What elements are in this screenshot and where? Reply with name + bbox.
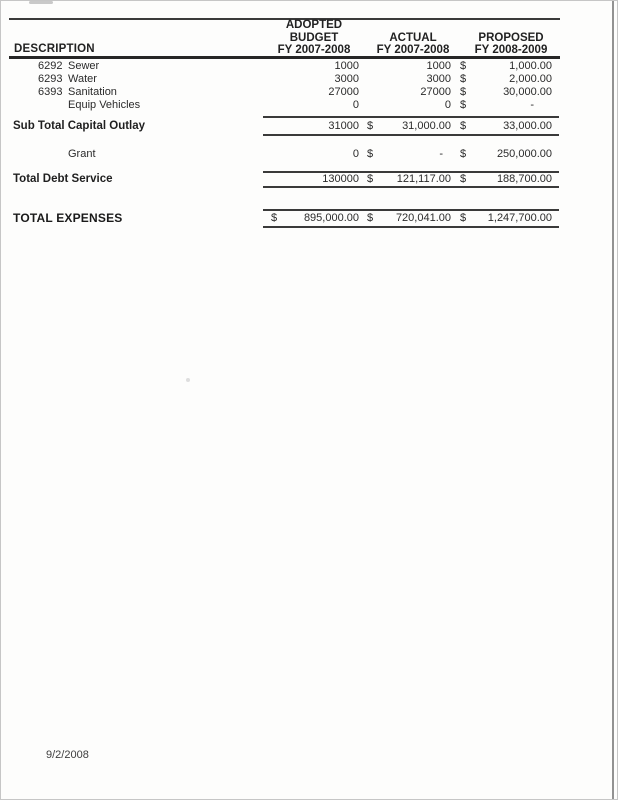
subtotal-label: Sub Total Capital Outlay [13,120,146,132]
proposed-column-header-line2: FY 2008-2009 [474,44,548,56]
adopted-value: 895,000.00 [303,212,359,224]
proposed-value: 250,000.00 [496,148,552,160]
header-bottom-rule [9,56,560,59]
actual-value: - [439,148,443,160]
debt-service-bottom-rule [263,186,559,188]
actual-value: 3000 [426,73,451,85]
adopted-value: 3000 [334,73,359,85]
scan-artifact-dot [186,378,190,382]
account-label: Sanitation [68,86,117,98]
adopted-value: 130000 [322,173,359,185]
account-code: 6292 [38,60,63,72]
account-label: Grant [68,148,96,160]
account-label: Water [68,73,97,85]
table-row-sanitation [1,86,618,99]
total-expenses-top-rule [263,209,559,211]
adopted-value: 0 [352,99,359,111]
dollar-sign: $ [460,173,467,185]
dollar-sign: $ [460,148,467,160]
debt-service-label: Total Debt Service [13,173,113,185]
table-row-sewer [1,60,618,73]
table-row-water [1,73,618,86]
table-row-equip-vehicles [1,99,618,112]
proposed-value: 2,000.00 [509,73,552,85]
subtotal-bottom-rule [263,134,559,136]
table-row-total-debt-service [1,173,618,186]
description-column-header: DESCRIPTION [14,43,95,55]
dollar-sign: $ [460,86,467,98]
actual-value: 720,041.00 [395,212,451,224]
actual-column-header-line2: FY 2007-2008 [376,44,450,56]
proposed-value: 33,000.00 [503,120,552,132]
actual-value: 27000 [420,86,451,98]
dollar-sign: $ [460,120,467,132]
actual-column-header-line1: ACTUAL [389,32,437,44]
adopted-value: 1000 [334,60,359,72]
dollar-sign: $ [460,99,467,111]
dollar-sign: $ [367,148,374,160]
proposed-value: 30,000.00 [503,86,552,98]
proposed-column-header-line1: PROPOSED [478,32,544,44]
dollar-sign: $ [367,173,374,185]
total-expenses-label: TOTAL EXPENSES [13,211,123,225]
total-expenses-bottom-rule [263,226,559,228]
table-row-grant [1,148,618,161]
adopted-value: 27000 [328,86,359,98]
adopted-column-header-line1: ADOPTED [285,19,343,31]
adopted-value: 0 [352,148,359,160]
adopted-column-header-line3: FY 2007-2008 [277,44,351,56]
account-label: Equip Vehicles [68,99,141,111]
adopted-value: 31000 [328,120,359,132]
actual-value: 0 [444,99,451,111]
account-code: 6393 [38,86,63,98]
table-row-total-expenses [1,212,618,225]
adopted-column-header-line2: BUDGET [289,32,339,44]
account-label: Sewer [68,60,100,72]
actual-value: 1000 [426,60,451,72]
proposed-value: - [530,99,534,111]
subtotal-top-rule [263,116,559,118]
dollar-sign: $ [460,73,467,85]
dollar-sign: $ [460,60,467,72]
table-row-subtotal-capital-outlay [1,120,618,133]
proposed-value: 188,700.00 [496,173,552,185]
scan-artifact-smudge [29,1,53,4]
dollar-sign: $ [367,212,374,224]
dollar-sign: $ [271,212,278,224]
dollar-sign: $ [460,212,467,224]
proposed-value: 1,000.00 [509,60,552,72]
account-code: 6293 [38,73,63,85]
footer-date: 9/2/2008 [46,749,89,761]
actual-value: 121,117.00 [396,173,451,185]
proposed-value: 1,247,700.00 [487,212,552,224]
dollar-sign: $ [367,120,374,132]
actual-value: 31,000.00 [402,120,451,132]
